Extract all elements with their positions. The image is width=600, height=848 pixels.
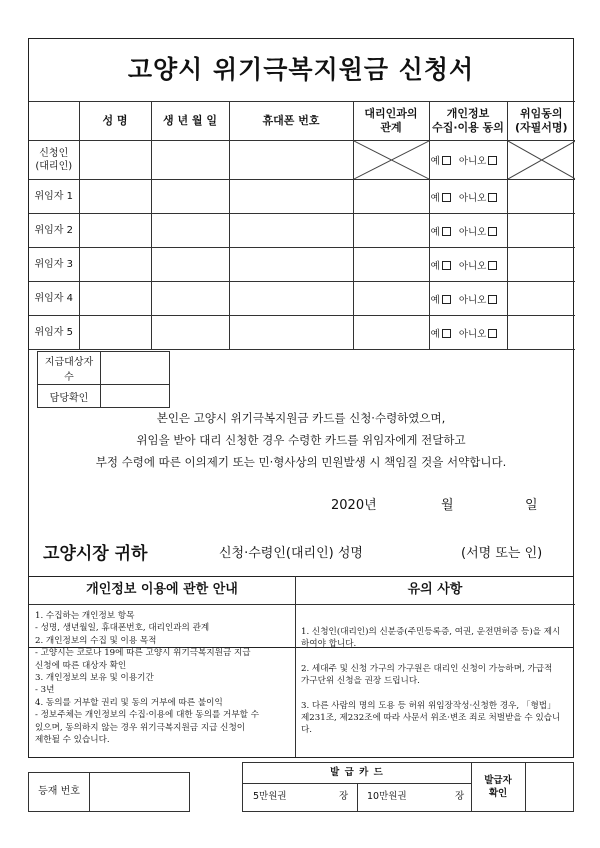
table-row [29,141,575,180]
birth-field[interactable] [151,180,229,214]
staff-field[interactable] [101,385,170,408]
date-year: 2020년 [331,498,377,513]
signature-field[interactable] [507,316,575,350]
count-label: 지급대상자 수 [38,352,101,385]
table-row [29,214,575,248]
consent-checkboxes[interactable]: 예 아니오 [429,316,507,350]
signature-field[interactable] [507,282,575,316]
name-field[interactable] [79,282,151,316]
birth-field[interactable] [151,282,229,316]
name-field[interactable] [79,141,151,180]
relation-field[interactable] [353,282,429,316]
consent-checkboxes[interactable]: 예 아니오 [429,141,507,180]
birth-field[interactable] [151,141,229,180]
row-label: 위임자 5 [29,316,79,350]
applicant-table [29,101,575,350]
checkbox-yes[interactable] [442,227,451,236]
notes-text: 1. 신청인(대리인)의 신분증(주민등록증, 여권, 운전면허증 등)을 제시하여야 합니다. 2. 세대주 및 신청 가구의 가구원은 대리인 신청이 가능하며, 가급적 가구단위 신청을 권장 드립니다. 3. 다른 사람의 명의 도용 등 허위 위임장작성·신청한 경우, 「형법」제231조, 제232조에 따라 사문서 위조·변조 죄로 처벌받을 수 있습니다. [301,627,561,736]
relation-field[interactable] [353,248,429,282]
count-field[interactable] [101,352,170,385]
checkbox-no[interactable] [488,193,497,202]
table-row [29,248,575,282]
addressee: 고양시장 귀하 [43,544,148,564]
phone-field[interactable] [229,141,353,180]
signature-field[interactable] [507,248,575,282]
checkbox-yes[interactable] [442,329,451,338]
checkbox-yes[interactable] [442,156,451,165]
header-relation: 대리인과의 관계 [353,102,429,141]
registration-box [28,772,190,812]
reg-label: 등재 번호 [29,773,90,811]
birth-field[interactable] [151,316,229,350]
form-title: 고양시 위기극복지원금 신청서 [127,55,475,84]
row-label: 위임자 3 [29,248,79,282]
row-label: 위임자 4 [29,282,79,316]
checkbox-no[interactable] [488,156,497,165]
crossed-cell [507,141,575,180]
guide-title: 개인정보 이용에 관한 안내 [29,576,295,605]
staff-check-table [37,351,170,408]
sign-note: (서명 또는 인) [461,546,543,561]
consent-checkboxes[interactable]: 예 아니오 [429,180,507,214]
consent-checkboxes[interactable]: 예 아니오 [429,248,507,282]
card-50k-label: 5만원권 [253,791,287,802]
card-50k-unit: 장 [339,791,349,802]
checkbox-no[interactable] [488,261,497,270]
birth-field[interactable] [151,248,229,282]
name-field[interactable] [79,248,151,282]
crossed-cell [353,141,429,180]
date-day: 일 [525,498,538,513]
card-100k-unit: 장 [455,791,465,802]
row-label: 위임자 1 [29,180,79,214]
issue-card-box [242,762,574,812]
pledge-text: 본인은 고양시 위기극복지원금 카드를 신청·수령하였으며, 위임을 받아 대리 신청한 경우 수령한 카드를 위임자에게 전달하고 부정 수령에 따른 이의제기 또는 민·형사상의 민원발생 시 책임질 것을 서약합니다. [95,411,507,469]
phone-field[interactable] [229,248,353,282]
checkbox-yes[interactable] [442,261,451,270]
application-form [28,38,574,648]
guide-text: 1. 수집하는 개인정보 항목 - 성명, 생년월일, 휴대폰번호, 대리인과의 관계 2. 개인정보의 수집 및 이용 목적 - 고양시는 코로나 19에 따른 고양시 위기극복지원금 지급 신청에 따른 대상자 확인 3. 개인정보의 보유 및 이용기간 - 3년 4. 동의를 거부할 권리 및 동의 거부에 따른 불이익 - 정보주체는 개인정보의 수집·이용에 대한 동의를 거부할 수 있으며, 동의하지 않는 경우 위기극복지원금 지급 신청이 제한될 수 있습니다. [35,611,259,746]
header-phone: 휴대폰 번호 [229,102,353,141]
consent-checkboxes[interactable]: 예 아니오 [429,214,507,248]
date-month: 월 [441,498,454,513]
name-field[interactable] [79,214,151,248]
checkbox-no[interactable] [488,295,497,304]
staff-label: 담당확인 [38,385,101,408]
header-birth: 생 년 월 일 [151,102,229,141]
phone-field[interactable] [229,316,353,350]
header-blank [29,102,79,141]
table-row [29,282,575,316]
relation-field[interactable] [353,180,429,214]
checkbox-yes[interactable] [442,193,451,202]
signature-field[interactable] [507,214,575,248]
signature-field[interactable] [507,180,575,214]
row-label: 위임자 2 [29,214,79,248]
phone-field[interactable] [229,282,353,316]
divider [295,576,296,757]
name-field[interactable] [79,180,151,214]
phone-field[interactable] [229,214,353,248]
table-row [29,180,575,214]
header-name: 성 명 [79,102,151,141]
issuer-confirm-label: 발급자 확인 [484,775,512,799]
birth-field[interactable] [151,214,229,248]
notes-title: 유의 사항 [295,576,575,605]
relation-field[interactable] [353,214,429,248]
consent-checkboxes[interactable]: 예 아니오 [429,282,507,316]
relation-field[interactable] [353,316,429,350]
checkbox-no[interactable] [488,329,497,338]
name-field[interactable] [79,316,151,350]
checkbox-no[interactable] [488,227,497,236]
checkbox-yes[interactable] [442,295,451,304]
reg-number-field[interactable] [90,773,189,811]
header-consent: 개인정보 수집·이용 동의 [429,102,507,141]
phone-field[interactable] [229,180,353,214]
row-label-applicant: 신청인 (대리인) [29,141,79,180]
issuer-confirm-field[interactable] [526,763,573,811]
info-section [28,576,574,758]
signer-label: 신청·수령인(대리인) 성명 [219,546,363,561]
issue-title: 발 급 카 드 [243,763,471,784]
table-row [29,316,575,350]
card-100k-label: 10만원권 [367,791,407,802]
header-delegate: 위임동의 (자필서명) [507,102,575,141]
